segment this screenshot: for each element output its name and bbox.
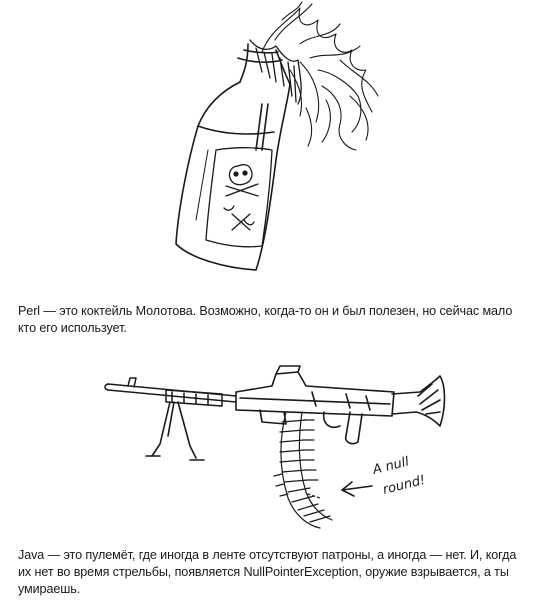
flame-icon	[262, 2, 378, 150]
receiver-icon	[236, 366, 394, 424]
bottle-icon	[176, 44, 290, 270]
skull-label-icon	[206, 148, 272, 247]
machine-gun-illustration	[105, 366, 445, 528]
ammo-belt-icon	[274, 412, 332, 528]
molotov-cocktail-illustration	[176, 2, 378, 270]
handwritten-note-line2: round!	[381, 472, 427, 498]
grip-icon	[324, 412, 362, 444]
arrow-icon	[342, 482, 372, 496]
handwritten-note-line1: A null	[371, 454, 411, 478]
java-caption: Java — это пулемёт, где иногда в ленте отсутствуют патроны, а иногда — нет. И, когда их нет во время стрельбы, появляется NullPointerException, оружие взрывается, а ты умираешь.	[18, 548, 517, 596]
stock-icon	[392, 376, 445, 426]
bipod-icon	[146, 402, 204, 460]
perl-caption: Perl — это коктейль Молотова. Возможно, когда-то он и был полезен, но сейчас мало кто его использует.	[18, 304, 513, 335]
